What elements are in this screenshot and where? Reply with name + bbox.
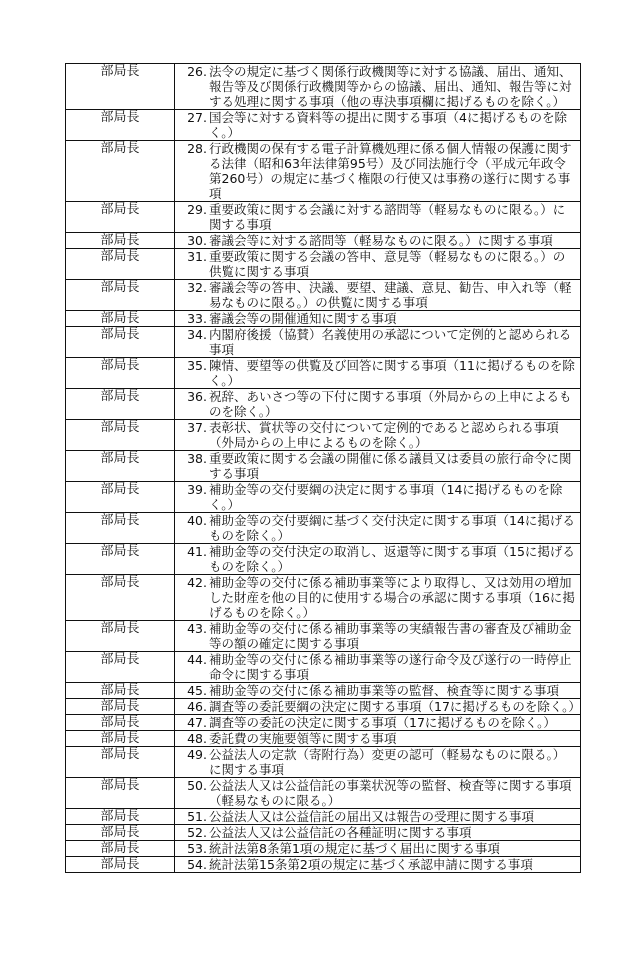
table-row — [66, 699, 581, 715]
role-cell: 部局長 — [66, 778, 175, 809]
table-row — [66, 747, 581, 778]
item-entry — [175, 513, 580, 543]
table-row — [66, 825, 581, 841]
item-cell — [175, 809, 581, 825]
item-cell — [175, 202, 581, 233]
role-cell: 部局長 — [66, 731, 175, 747]
item-text: 法令の規定に基づく関係行政機関等に対する協議、届出、通知、報告等及び関係行政機関等からの協議、届出、通知、報告等に対する処理に関する事項（他の専決事項欄に掲げるものを除く。） — [209, 64, 572, 109]
item-text: 委託費の実施要領等に関する事項 — [209, 731, 397, 746]
table-row — [66, 420, 581, 451]
item-text: 補助金等の交付に係る補助事業等の遂行命令及び遂行の一時停止命令に関する事項 — [209, 652, 572, 682]
table-row — [66, 280, 581, 311]
item-number: 33. — [187, 311, 207, 326]
role-cell: 部局長 — [66, 141, 175, 202]
item-number: 36. — [187, 389, 207, 404]
item-number: 51. — [187, 809, 207, 824]
item-cell — [175, 358, 581, 389]
role-cell: 部局長 — [66, 482, 175, 513]
table-row — [66, 513, 581, 544]
item-number: 41. — [187, 544, 207, 559]
item-number: 42. — [187, 575, 207, 590]
item-number: 30. — [187, 233, 207, 248]
role-cell: 部局長 — [66, 389, 175, 420]
item-cell — [175, 544, 581, 575]
item-cell — [175, 683, 581, 699]
item-number: 46. — [187, 699, 207, 714]
item-cell — [175, 652, 581, 683]
table-row — [66, 110, 581, 141]
item-number: 31. — [187, 249, 207, 264]
role-cell: 部局長 — [66, 683, 175, 699]
item-entry — [175, 731, 580, 746]
item-text: 調査等の委託の決定に関する事項（17に掲げるものを除く。） — [209, 715, 556, 730]
item-cell — [175, 280, 581, 311]
table-row — [66, 621, 581, 652]
table-row — [66, 141, 581, 202]
item-cell — [175, 389, 581, 420]
item-entry — [175, 451, 580, 481]
table-row — [66, 451, 581, 482]
item-text: 審議会等の開催通知に関する事項 — [209, 311, 397, 326]
item-entry — [175, 683, 580, 698]
item-text: 統計法第15条第2項の規定に基づく承認申請に関する事項 — [209, 857, 533, 872]
item-text: 調査等の委託要綱の決定に関する事項（17に掲げるものを除く。） — [209, 699, 581, 714]
item-entry — [175, 280, 580, 310]
item-entry — [175, 202, 580, 232]
item-number: 40. — [187, 513, 207, 528]
role-cell: 部局長 — [66, 358, 175, 389]
table-row — [66, 233, 581, 249]
table-row — [66, 731, 581, 747]
item-text: 陳情、要望等の供覧及び回答に関する事項（11に掲げるものを除く。） — [209, 358, 575, 388]
item-cell — [175, 857, 581, 873]
table-row — [66, 327, 581, 358]
item-text: 祝辞、あいさつ等の下付に関する事項（外局からの上申によるものを除く。） — [209, 389, 572, 419]
item-number: 45. — [187, 683, 207, 698]
item-cell — [175, 64, 581, 110]
table-row — [66, 683, 581, 699]
item-number: 32. — [187, 280, 207, 295]
item-entry — [175, 110, 580, 140]
item-text: 表彰状、賞状等の交付について定例的であると認められる事項（外局からの上申によるものを除く。） — [209, 420, 559, 450]
role-cell: 部局長 — [66, 841, 175, 857]
item-cell — [175, 420, 581, 451]
role-cell: 部局長 — [66, 202, 175, 233]
table-row — [66, 389, 581, 420]
item-entry — [175, 747, 580, 777]
item-entry — [175, 544, 580, 574]
role-cell: 部局長 — [66, 311, 175, 327]
table-row — [66, 809, 581, 825]
item-entry — [175, 389, 580, 419]
item-text: 重要政策に関する会議の開催に係る議員又は委員の旅行命令に関する事項 — [209, 451, 572, 481]
item-cell — [175, 825, 581, 841]
item-text: 補助金等の交付決定の取消し、返還等に関する事項（15に掲げるものを除く。） — [209, 544, 575, 574]
item-entry — [175, 825, 580, 840]
table-row — [66, 64, 581, 110]
role-cell: 部局長 — [66, 451, 175, 482]
item-text: 公益法人又は公益信託の届出又は報告の受理に関する事項 — [209, 809, 535, 824]
item-entry — [175, 482, 580, 512]
item-entry — [175, 621, 580, 651]
item-cell — [175, 311, 581, 327]
role-cell: 部局長 — [66, 64, 175, 110]
item-cell — [175, 778, 581, 809]
table-row — [66, 715, 581, 731]
item-cell — [175, 110, 581, 141]
role-cell: 部局長 — [66, 249, 175, 280]
role-cell: 部局長 — [66, 621, 175, 652]
role-cell: 部局長 — [66, 715, 175, 731]
item-entry — [175, 233, 580, 248]
item-number: 34. — [187, 327, 207, 342]
item-entry — [175, 699, 580, 714]
item-entry — [175, 575, 580, 620]
item-cell — [175, 233, 581, 249]
item-number: 27. — [187, 110, 207, 125]
role-cell: 部局長 — [66, 327, 175, 358]
item-entry — [175, 420, 580, 450]
item-text: 重要政策に関する会議に対する諮問等（軽易なものに限る。）に関する事項 — [209, 202, 566, 232]
role-cell: 部局長 — [66, 575, 175, 621]
item-cell — [175, 699, 581, 715]
item-text: 公益法人又は公益信託の各種証明に関する事項 — [209, 825, 472, 840]
item-number: 35. — [187, 358, 207, 373]
item-entry — [175, 809, 580, 824]
item-cell — [175, 841, 581, 857]
table-row — [66, 249, 581, 280]
item-text: 補助金等の交付に係る補助事業等の実績報告書の審査及び補助金等の額の確定に関する事項 — [209, 621, 572, 651]
item-cell — [175, 482, 581, 513]
item-cell — [175, 141, 581, 202]
item-cell — [175, 715, 581, 731]
table-row — [66, 482, 581, 513]
item-entry — [175, 652, 580, 682]
item-entry — [175, 249, 580, 279]
role-cell: 部局長 — [66, 809, 175, 825]
item-entry — [175, 857, 580, 872]
item-number: 29. — [187, 202, 207, 217]
role-cell: 部局長 — [66, 652, 175, 683]
item-number: 28. — [187, 141, 207, 156]
role-cell: 部局長 — [66, 110, 175, 141]
item-number: 48. — [187, 731, 207, 746]
table-row — [66, 202, 581, 233]
table-row — [66, 857, 581, 873]
role-cell: 部局長 — [66, 420, 175, 451]
item-text: 審議会等の答申、決議、要望、建議、意見、勧告、申入れ等（軽易なものに限る。）の供覧に関する事項 — [209, 280, 572, 310]
item-text: 補助金等の交付要綱の決定に関する事項（14に掲げるものを除く。） — [209, 482, 563, 512]
item-cell — [175, 747, 581, 778]
table-row — [66, 575, 581, 621]
item-entry — [175, 358, 580, 388]
item-text: 補助金等の交付に係る補助事業等の監督、検査等に関する事項 — [209, 683, 560, 698]
item-entry — [175, 311, 580, 326]
item-number: 26. — [187, 64, 207, 79]
item-number: 43. — [187, 621, 207, 636]
item-number: 54. — [187, 857, 207, 872]
item-text: 国会等に対する資料等の提出に関する事項（4に掲げるものを除く。） — [209, 110, 567, 140]
table-row — [66, 778, 581, 809]
item-text: 補助金等の交付要綱に基づく交付決定に関する事項（14に掲げるものを除く。） — [209, 513, 575, 543]
table-row — [66, 311, 581, 327]
item-entry — [175, 327, 580, 357]
delegation-table — [65, 63, 581, 873]
item-text: 内閣府後援（協賛）名義使用の承認について定例的と認められる事項 — [209, 327, 572, 357]
role-cell: 部局長 — [66, 825, 175, 841]
role-cell: 部局長 — [66, 280, 175, 311]
role-cell: 部局長 — [66, 513, 175, 544]
item-text: 補助金等の交付に係る補助事業等により取得し、又は効用の増加した財産を他の目的に使用する場合の承認に関する事項（16に掲げるものを除く。） — [209, 575, 575, 620]
item-entry — [175, 715, 580, 730]
table-row — [66, 841, 581, 857]
item-number: 52. — [187, 825, 207, 840]
role-cell: 部局長 — [66, 699, 175, 715]
item-number: 50. — [187, 778, 207, 793]
item-entry — [175, 64, 580, 109]
item-number: 47. — [187, 715, 207, 730]
item-text: 統計法第8条第1項の規定に基づく届出に関する事項 — [209, 841, 500, 856]
item-text: 公益法人又は公益信託の事業状況等の監督、検査等に関する事項（軽易なものに限る。） — [209, 778, 572, 808]
item-number: 49. — [187, 747, 207, 762]
item-cell — [175, 249, 581, 280]
role-cell: 部局長 — [66, 233, 175, 249]
item-text: 公益法人の定款（寄附行為）変更の認可（軽易なものに限る。）に関する事項 — [209, 747, 566, 777]
item-cell — [175, 575, 581, 621]
item-number: 44. — [187, 652, 207, 667]
role-cell: 部局長 — [66, 544, 175, 575]
item-number: 37. — [187, 420, 207, 435]
item-cell — [175, 327, 581, 358]
item-entry — [175, 841, 580, 856]
item-number: 53. — [187, 841, 207, 856]
item-cell — [175, 731, 581, 747]
item-text: 審議会等に対する諮問等（軽易なものに限る。）に関する事項 — [209, 233, 553, 248]
role-cell: 部局長 — [66, 747, 175, 778]
item-entry — [175, 141, 580, 201]
item-text: 重要政策に関する会議の答申、意見等（軽易なものに限る。）の供覧に関する事項 — [209, 249, 566, 279]
item-cell — [175, 621, 581, 652]
table-row — [66, 544, 581, 575]
item-cell — [175, 513, 581, 544]
table-row — [66, 358, 581, 389]
role-cell: 部局長 — [66, 857, 175, 873]
item-number: 39. — [187, 482, 207, 497]
table-body — [66, 64, 581, 873]
item-number: 38. — [187, 451, 207, 466]
item-entry — [175, 778, 580, 808]
table-row — [66, 652, 581, 683]
item-text: 行政機関の保有する電子計算機処理に係る個人情報の保護に関する法律（昭和63年法律第95号）及び同法施行令（平成元年政令第260号）の規定に基づく権限の行使又は事務の遂行に関する事項 — [209, 141, 572, 201]
item-cell — [175, 451, 581, 482]
